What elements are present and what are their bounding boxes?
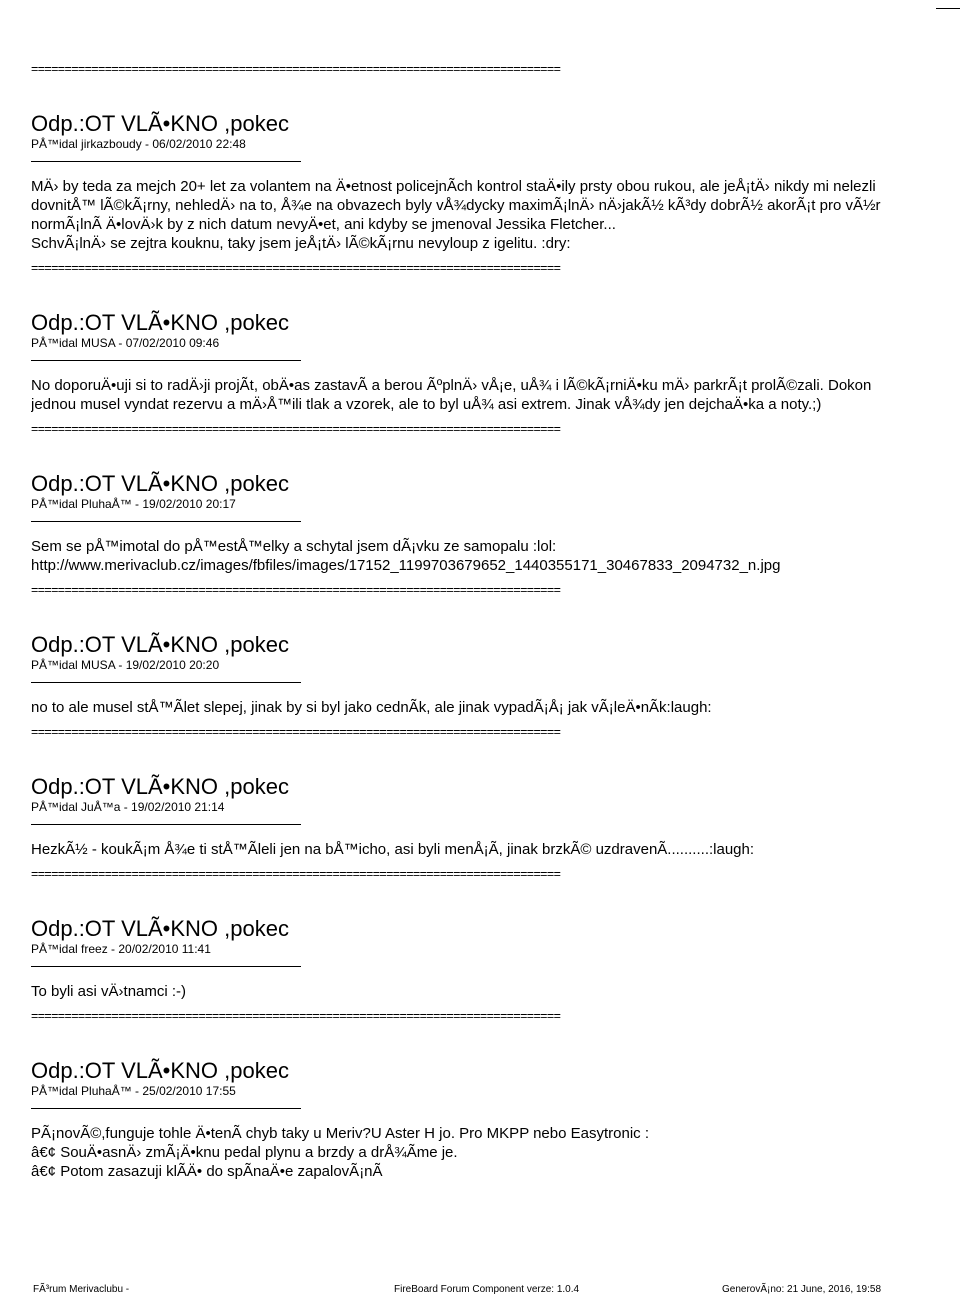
footer-forum-name: FÃ³rum Merivaclubu - [33,1284,130,1295]
post-divider [31,682,301,683]
post-divider [31,966,301,967]
post-body-line: Sem se pÅ™imotal do pÅ™estÅ™elky a schytal jsem dÃ¡vku ze samopalu :lol: [31,538,557,555]
post-title: Odp.:OT VLÃ•KNO ,pokec [31,310,289,335]
top-rule [936,8,960,9]
post-divider [31,360,301,361]
post-body-line: â€¢ Potom zasazuji klÃÄ• do spÃnaÄ•e zapalovÃ¡nÃ [31,1163,383,1180]
post-meta: PÅ™idal freez - 20/02/2010 11:41 [31,942,211,956]
post-body-line: PÃ¡novÃ©,funguje tohle Ä•tenÃ chyb taky u Meriv?U Aster H jo. Pro MKPP nebo Easytronic : [31,1125,649,1142]
post-body [31,537,960,575]
post-separator: =============================================================================== [31,583,561,597]
post-separator: =============================================================================== [31,867,561,881]
post-body-line: jednou musel vyndat rezervu a mÄ›Å™ili tlak a vzorek, ale to byl uÅ¾ asi extrem. Jinak vÅ¾dy jen dejchaÄ•ka a noty.;) [31,396,822,413]
post-body [31,1124,960,1181]
post-meta: PÅ™idal jirkazboudy - 06/02/2010 22:48 [31,137,246,151]
post-body [31,698,960,717]
post-meta: PÅ™idal PluhaÅ™ - 25/02/2010 17:55 [31,1084,236,1098]
post-separator: =============================================================================== [31,1009,561,1023]
post-title: Odp.:OT VLÃ•KNO ,pokec [31,1058,289,1083]
footer-component-version: FireBoard Forum Component verze: 1.0.4 [394,1284,580,1295]
post-body-line: â€¢ SouÄ•asnÄ› zmÃ¡Ä•knu pedal plynu a brzdy a drÅ¾Ãme je. [31,1144,458,1161]
post-title: Odp.:OT VLÃ•KNO ,pokec [31,632,289,657]
post-body [31,376,960,414]
post-body-line: SchvÃ¡lnÄ› se zejtra kouknu, taky jsem jeÅ¡tÄ› lÃ©kÃ¡rnu nevyloup z igelitu. :dry: [31,235,571,252]
post-title: Odp.:OT VLÃ•KNO ,pokec [31,471,289,496]
post-divider [31,824,301,825]
post-body-line: To byli asi vÄ›tnamci :-) [31,983,187,1000]
post-body [31,177,960,253]
post-separator: =============================================================================== [31,261,561,275]
post-meta: PÅ™idal JuÅ™a - 19/02/2010 21:14 [31,800,225,814]
post-body-line: normÃ¡lnÃ Ä•lovÄ›k by z nich datum nevyÄ•et, ani kdyby se jmenoval Jessika Fletcher... [31,216,616,233]
post-separator: =============================================================================== [31,422,561,436]
post-separator: =============================================================================== [31,725,561,739]
post-divider [31,521,301,522]
post-body-line: No doporuÄ•uji si to radÄ›ji projÃt, obÄ•as zastavÃ a berou ÃºplnÄ› vÅ¡e, uÅ¾ i lÃ©kÃ¡rniÄ•ku mÄ› parkrÃ¡t prolÃ©zali. Dokon [31,377,872,394]
footer-generated-date: GenerovÃ¡no: 21 June, 2016, 19:58 [722,1284,882,1295]
post-divider [31,161,301,162]
post-title: Odp.:OT VLÃ•KNO ,pokec [31,916,289,941]
post-title: Odp.:OT VLÃ•KNO ,pokec [31,774,289,799]
post-separator: =============================================================================== [31,62,561,76]
post-list [31,62,960,1189]
page-footer [0,1282,960,1297]
post-body [31,982,960,1001]
post-body-line: MÄ› by teda za mejch 20+ let za volantem na Ä•etnost policejnÃch kontrol staÄ•ily prsty obou rukou, ale jeÅ¡tÄ› nikdy mi nelezli [31,178,876,195]
post-meta: PÅ™idal MUSA - 07/02/2010 09:46 [31,336,220,350]
post-divider [31,1108,301,1109]
post-body-line: HezkÃ½ - koukÃ¡m Å¾e ti stÅ™Ãleli jen na bÅ™icho, asi byli menÅ¡Ã, jinak brzkÃ© uzdravenÃ..........:laugh: [31,841,755,858]
post-body-line: no to ale musel stÅ™Ãlet slepej, jinak by si byl jako cednÃk, ale jinak vypadÃ¡Å¡ jak vÃ¡leÄ•nÃk:laugh: [31,699,712,716]
post-body-line: http://www.merivaclub.cz/images/fbfiles/images/17152_1199703679652_1440355171_30467833_2094732_n.jpg [31,557,781,574]
post-meta: PÅ™idal MUSA - 19/02/2010 20:20 [31,658,220,672]
post-title: Odp.:OT VLÃ•KNO ,pokec [31,111,289,136]
post-body-line: dovnitÅ™ lÃ©kÃ¡rny, nehledÄ› na to, Å¾e na obvazech byly vÅ¾dycky maximÃ¡lnÄ› nÄ›jakÃ½ kÃ³dy dobrÃ½ akorÃ¡t pro vÃ½r [31,197,881,214]
post-body [31,840,960,859]
post-meta: PÅ™idal PluhaÅ™ - 19/02/2010 20:17 [31,497,236,511]
